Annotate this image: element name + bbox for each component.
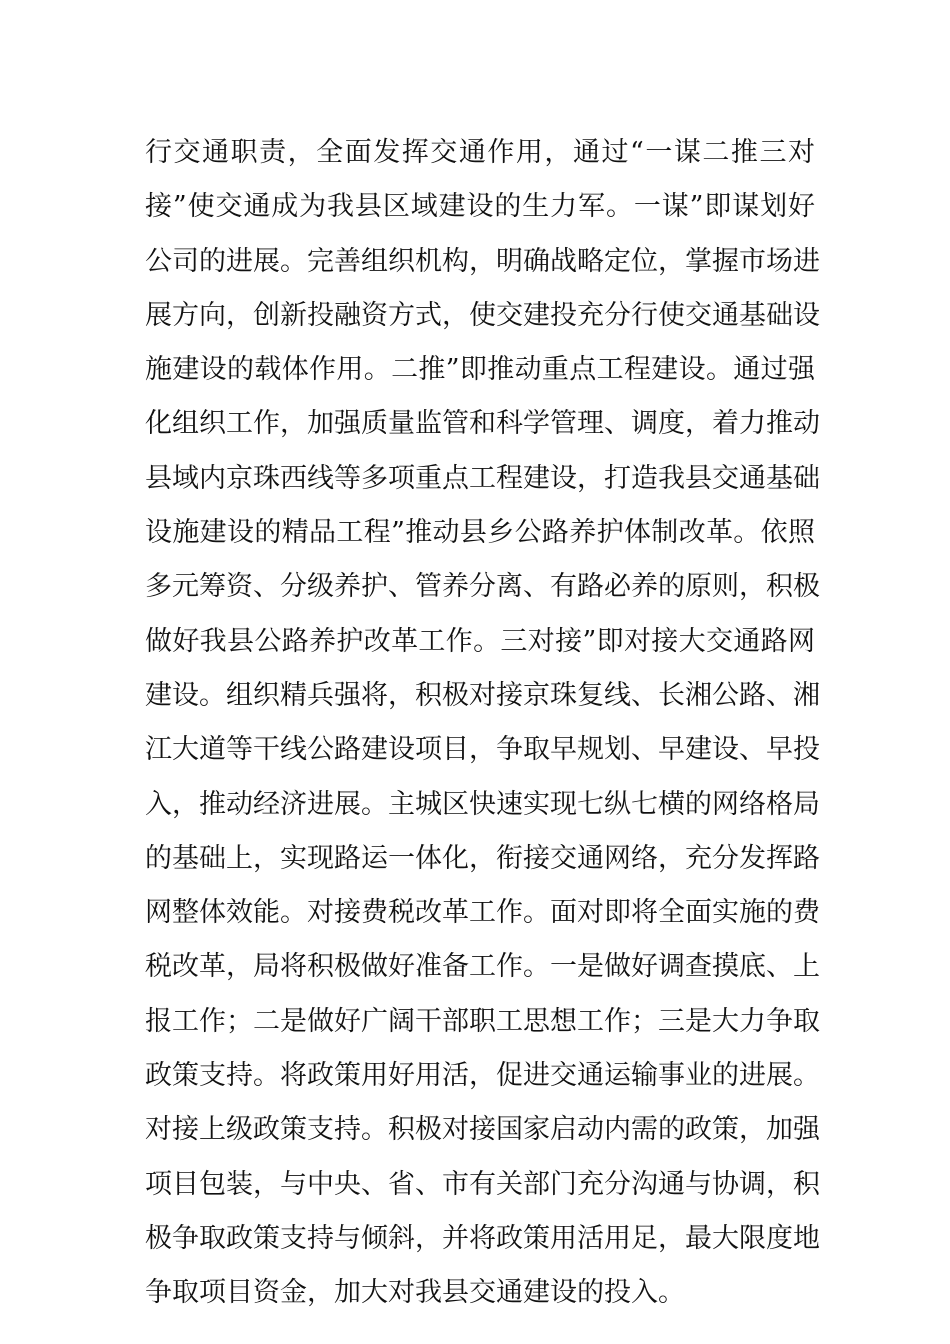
text-line: 极争取政策支持与倾斜，并将政策用活用足，最大限度地 <box>145 1222 820 1254</box>
text-line: 争取项目资金，加大对我县交通建设的投入。 <box>145 1277 685 1309</box>
text-line: 展方向，创新投融资方式，使交建投充分行使交通基础设 <box>145 299 820 331</box>
text-line: 做好我县公路养护改革工作。三对接”即对接大交通路网 <box>145 625 815 657</box>
text-line: 多元筹资、分级养护、管养分离、有路必养的原则，积极 <box>145 571 820 603</box>
text-line: 报工作；二是做好广阔干部职工思想工作；三是大力争取 <box>145 1005 820 1037</box>
text-line: 税改革，局将积极做好准备工作。一是做好调查摸底、上 <box>145 951 820 983</box>
text-line: 政策支持。将政策用好用活，促进交通运输事业的进展。 <box>145 1060 820 1092</box>
text-line: 建设。组织精兵强将，积极对接京珠复线、长湘公路、湘 <box>145 679 820 711</box>
text-line: 江大道等干线公路建设项目，争取早规划、早建设、早投 <box>145 734 820 766</box>
text-line: 对接上级政策支持。积极对接国家启动内需的政策，加强 <box>145 1114 820 1146</box>
text-line: 入，推动经济进展。主城区快速实现七纵七横的网络格局 <box>145 788 820 820</box>
text-line: 项目包装，与中央、省、市有关部门充分沟通与协调，积 <box>145 1168 820 1200</box>
text-line: 县域内京珠西线等多项重点工程建设，打造我县交通基础 <box>145 462 820 494</box>
text-line: 施建设的载体作用。二推”即推动重点工程建设。通过强 <box>145 354 815 386</box>
text-line: 网整体效能。对接费税改革工作。面对即将全面实施的费 <box>145 897 820 929</box>
body-text <box>145 126 820 1321</box>
text-line: 公司的进展。完善组织机构，明确战略定位，掌握市场进 <box>145 245 820 277</box>
text-line: 设施建设的精品工程”推动县乡公路养护体制改革。依照 <box>145 517 815 549</box>
text-line: 行交通职责，全面发挥交通作用，通过“一谋二推三对 <box>145 137 815 168</box>
text-line: 接”使交通成为我县区域建设的生力军。一谋”即谋划好 <box>145 191 815 223</box>
text-line: 化组织工作，加强质量监管和科学管理、调度，着力推动 <box>145 408 820 440</box>
text-line: 的基础上，实现路运一体化，衔接交通网络，充分发挥路 <box>145 842 820 874</box>
